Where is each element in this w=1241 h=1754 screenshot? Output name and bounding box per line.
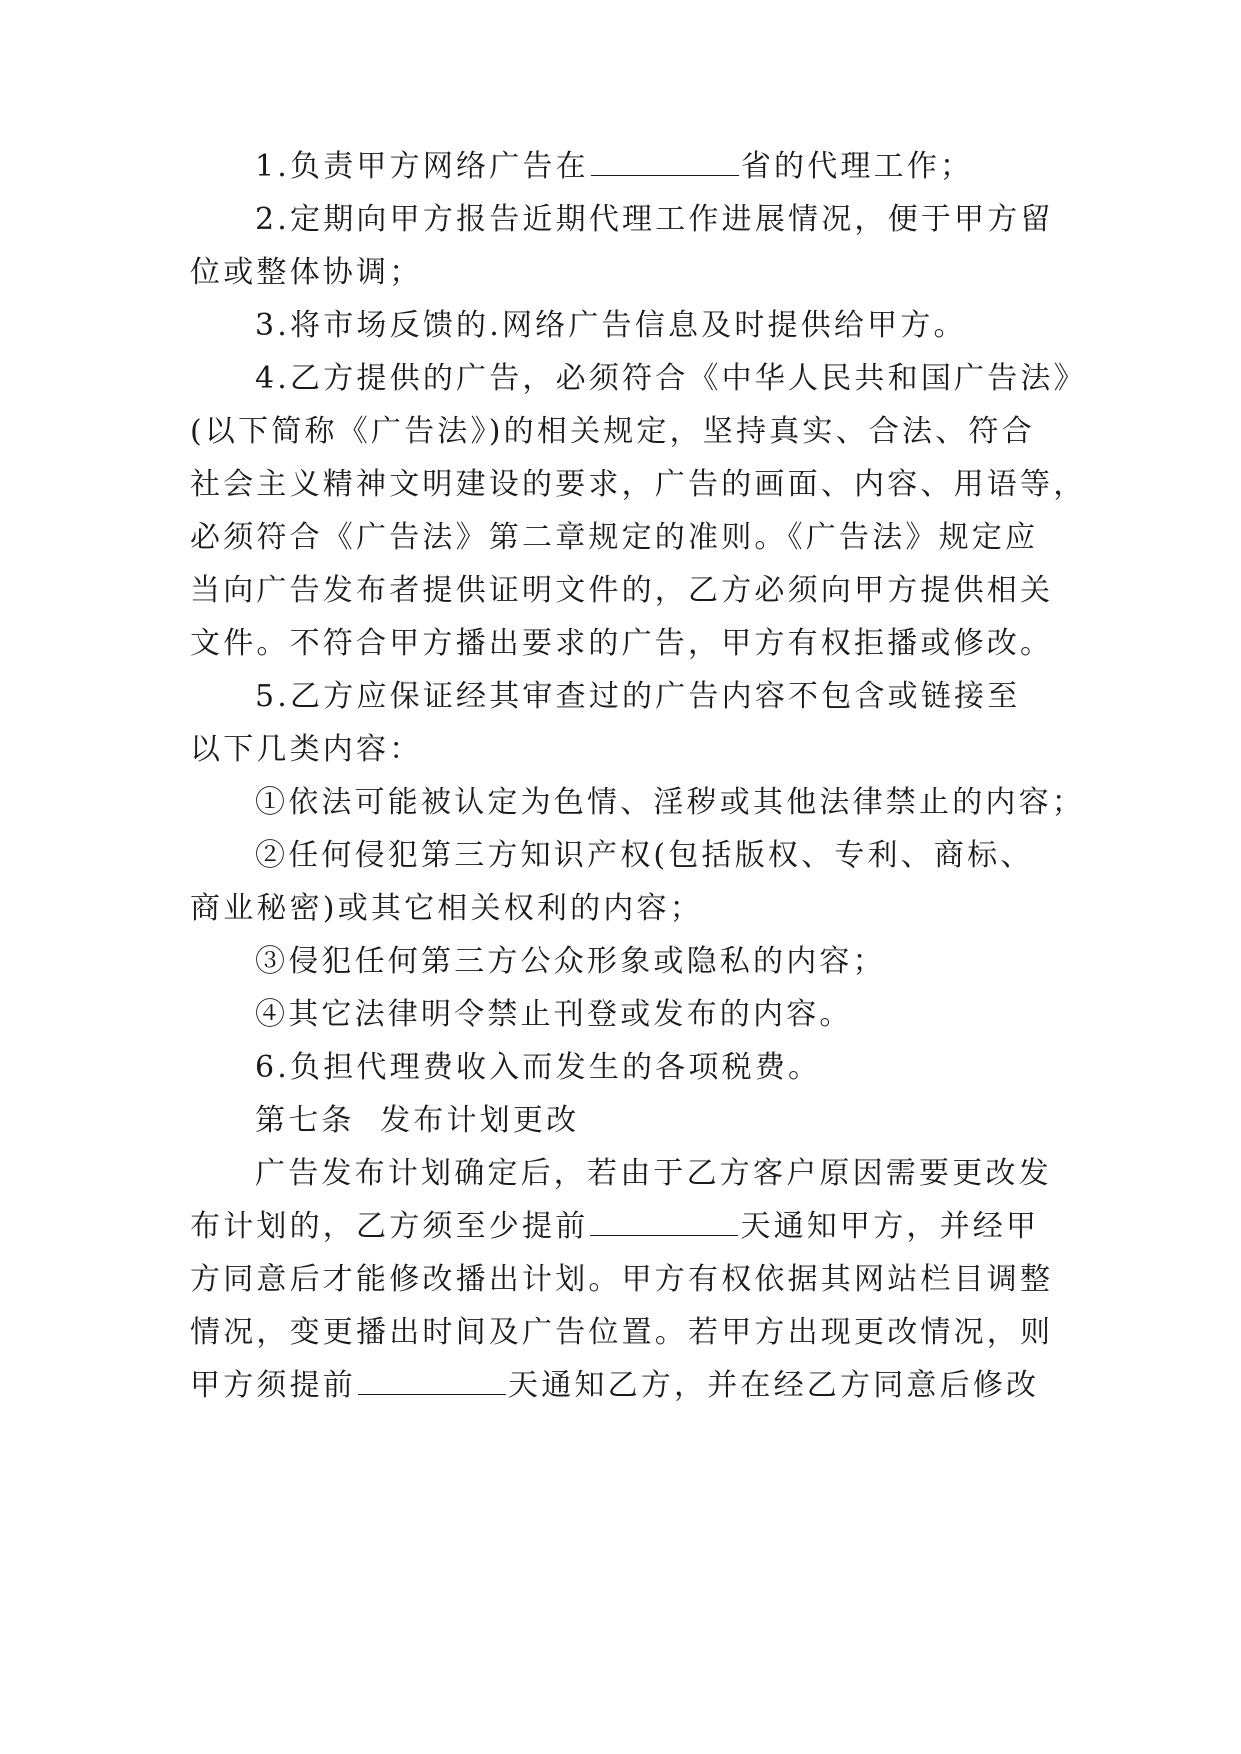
article-7-line-5-start: 甲方须提前 [190,1368,356,1403]
fill-in-blank-province[interactable] [591,147,739,176]
article-7-line-1: 广告发布计划确定后，若由于乙方客户原因需要更改发 [255,1156,1052,1191]
article-7-line-4: 情况，变更播出时间及广告位置。若甲方出现更改情况，则 [190,1315,1054,1350]
item-5-line-1: 5.乙方应保证经其审查过的广告内容不包含或链接至 [255,679,1021,714]
item-4-line-4: 必须符合《广告法》第二章规定的准则。《广告法》规定应 [190,520,1039,555]
item-1-text-end: 省的代理工作； [740,149,974,184]
article-7-line-3: 方同意后才能修改播出计划。甲方有权依据其网站栏目调整 [190,1262,1054,1297]
item-2-line-2: 位或整体协调； [190,255,423,290]
sub-item-1: ①依法可能被认定为色情、淫秽或其他法律禁止的内容； [255,785,1085,820]
fill-in-blank-days-party-a[interactable] [358,1366,506,1395]
item-1 [0,147,1241,187]
item-4-line-6: 文件。不符合甲方播出要求的广告，甲方有权拒播或修改。 [190,626,1054,661]
article-7-line-2-start: 布计划的，乙方须至少提前 [190,1209,589,1244]
sub-item-2-line-1: ②任何侵犯第三方知识产权(包括版权、专利、商标、 [255,838,1034,873]
fill-in-blank-days-notice[interactable] [590,1207,738,1236]
item-4-line-3: 社会主义精神文明建设的要求，广告的画面、内容、用语等， [190,467,1087,502]
article-7-line-2 [0,1207,1241,1247]
item-4-line-1: 4.乙方提供的广告，必须符合《中华人民共和国广告法》 [255,361,1087,396]
item-5-line-2: 以下几类内容： [190,732,423,767]
item-3: 3.将市场反馈的.网络广告信息及时提供给甲方。 [255,308,967,343]
item-1-text: 1.负责甲方网络广告在 [255,149,589,184]
sub-item-3: ③侵犯任何第三方公众形象或隐私的内容； [255,944,886,979]
sub-item-4: ④其它法律明令禁止刊登或发布的内容。 [255,997,853,1032]
article-7-heading: 第七条 发布计划更改 [255,1103,580,1138]
article-7-line-2-end: 天通知甲方，并经甲 [740,1209,1040,1244]
article-7-line-5 [0,1366,1241,1406]
item-2-line-1: 2.定期向甲方报告近期代理工作进展情况，便于甲方留 [255,202,1054,237]
item-4-line-2: (以下简称《广告法》)的相关规定，坚持真实、合法、符合 [190,414,1035,449]
item-6: 6.负担代理费收入而发生的各项税费。 [255,1050,822,1085]
item-4-line-5: 当向广告发布者提供证明文件的，乙方必须向甲方提供相关 [190,573,1054,608]
sub-item-2-line-2: 商业秘密)或其它相关权利的内容； [190,891,703,926]
article-7-line-5-end: 天通知乙方，并在经乙方同意后修改 [508,1368,1040,1403]
